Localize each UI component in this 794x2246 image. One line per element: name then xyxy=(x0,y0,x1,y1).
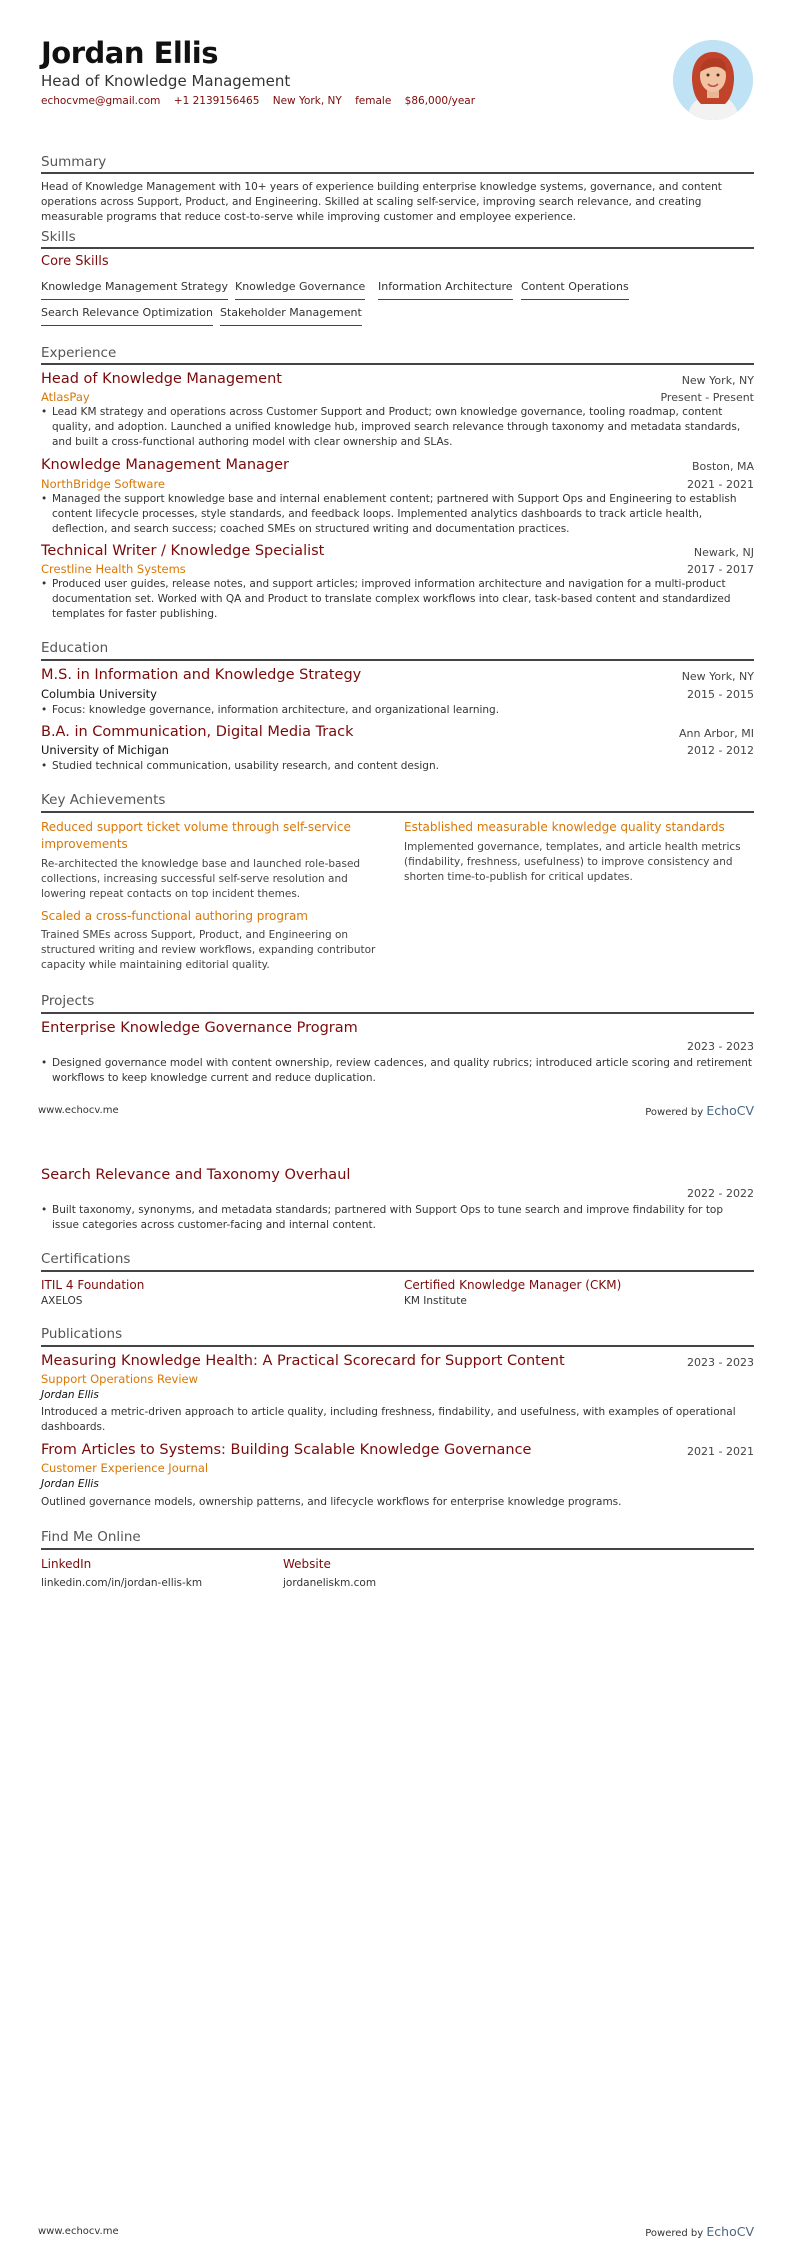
publication-venue: Support Operations Review xyxy=(41,1372,199,1386)
education-dates: 2015 - 2015 xyxy=(687,688,754,701)
candidate-headline: Head of Knowledge Management xyxy=(41,72,291,90)
school-name: Columbia University xyxy=(41,687,157,701)
contact-phone[interactable]: +1 2139156465 xyxy=(173,95,260,107)
section-divider xyxy=(41,247,754,249)
contact-email[interactable]: echocvme@gmail.com xyxy=(41,95,161,107)
project-bullet: • Built taxonomy, synonyms, and metadata standards; partnered with Support Ops to tune search and improve findability for top issue categories across customer-facing and internal content. xyxy=(41,1203,753,1233)
powered-by-label: Powered by xyxy=(645,2228,704,2239)
echocv-logo[interactable]: EchoCV xyxy=(706,1103,754,1118)
publications-heading: Publications xyxy=(41,1326,123,1342)
online-heading: Find Me Online xyxy=(41,1529,141,1545)
project-dates: 2023 - 2023 xyxy=(687,1040,754,1053)
skill-tag: Content Operations xyxy=(521,280,629,300)
publication-title: From Articles to Systems: Building Scalable Knowledge Governance xyxy=(41,1442,532,1458)
skill-tag: Knowledge Management Strategy xyxy=(41,280,228,300)
certification-name: ITIL 4 Foundation xyxy=(41,1278,145,1292)
skills-heading: Skills xyxy=(41,229,76,245)
school-name: University of Michigan xyxy=(41,743,169,757)
job-bullet: • Lead KM strategy and operations across Customer Support and Product; own knowledge governance, tooling roadmap, content quality, and adoption. Launched a unified knowledge hub, improved search relevance through taxonomy and metadata standards, and built a cross-functional authoring model with clear ownership and SLAs. xyxy=(41,405,753,450)
footer-branding xyxy=(645,1103,754,1118)
skill-tag: Stakeholder Management xyxy=(220,306,362,326)
candidate-name: Jordan Ellis xyxy=(41,36,218,70)
education-heading: Education xyxy=(41,640,109,656)
section-divider xyxy=(41,1345,754,1347)
footer-branding xyxy=(645,2224,754,2239)
job-company: Crestline Health Systems xyxy=(41,562,186,576)
publication-title: Measuring Knowledge Health: A Practical Scorecard for Support Content xyxy=(41,1353,565,1369)
degree-title: M.S. in Information and Knowledge Strategy xyxy=(41,667,362,683)
achievement-title: Established measurable knowledge quality standards xyxy=(404,820,725,834)
website-label: Website xyxy=(283,1557,331,1571)
job-title: Technical Writer / Knowledge Specialist xyxy=(41,543,325,559)
section-divider xyxy=(41,172,754,174)
publication-venue: Customer Experience Journal xyxy=(41,1461,209,1475)
school-location: New York, NY xyxy=(681,670,754,683)
summary-text: Head of Knowledge Management with 10+ years of experience building enterprise knowledge systems, governance, and content operations across Support, Product, and Engineering. Skilled at scaling self-service, improving search relevance, and creating measurable programs that reduce cost-to-serve while improving customer and employee experience. xyxy=(41,181,722,223)
linkedin-link[interactable]: linkedin.com/in/jordan-ellis-km xyxy=(41,1577,203,1589)
achievement-title: Scaled a cross-functional authoring program xyxy=(41,909,308,923)
publication-desc: Introduced a metric-driven approach to article quality, including freshness, findability, and usefulness, with examples of operational dashboards. xyxy=(41,1406,736,1433)
job-bullet: • Produced user guides, release notes, and support articles; improved information architecture and navigation for a multi-product documentation set. Worked with QA and Product to translate complex workflows into clear, task-based content and standardized templates for faster publishing. xyxy=(41,577,753,622)
education-bullet: • Studied technical communication, usability research, and content design. xyxy=(41,759,753,774)
project-name: Search Relevance and Taxonomy Overhaul xyxy=(41,1167,351,1183)
skill-group-title: Core Skills xyxy=(41,254,109,269)
section-divider xyxy=(41,659,754,661)
section-divider xyxy=(41,1270,754,1272)
publication-author: Jordan Ellis xyxy=(41,1389,99,1401)
section-divider xyxy=(41,1548,754,1550)
achievement-title: Reduced support ticket volume through self-service improvements xyxy=(41,820,351,851)
publication-dates: 2021 - 2021 xyxy=(687,1445,754,1458)
summary-heading: Summary xyxy=(41,154,107,170)
job-company: NorthBridge Software xyxy=(41,477,166,491)
achievement-desc: Implemented governance, templates, and article health metrics (findability, freshness, usefulness) to improve consistency and shorten time-to-publish for critical updates. xyxy=(404,841,741,883)
job-dates: Present - Present xyxy=(660,391,754,404)
job-location: Boston, MA xyxy=(691,460,754,473)
project-bullet: • Designed governance model with content ownership, review cadences, and quality rubrics; introduced article scoring and retirement workflows to keep knowledge current and reduce duplication. xyxy=(41,1056,753,1086)
section-divider xyxy=(41,1012,754,1014)
powered-by-label: Powered by xyxy=(645,1107,704,1118)
job-dates: 2017 - 2017 xyxy=(687,563,754,576)
linkedin-label: LinkedIn xyxy=(41,1557,92,1571)
school-location: Ann Arbor, MI xyxy=(679,727,754,740)
project-name: Enterprise Knowledge Governance Program xyxy=(41,1020,358,1036)
skill-tag: Knowledge Governance xyxy=(235,280,365,300)
footer-site-link[interactable]: www.echocv.me xyxy=(38,1105,119,1116)
job-location: New York, NY xyxy=(681,374,754,387)
achievement-desc: Trained SMEs across Support, Product, and Engineering on structured writing and review workflows, expanding contributor capacity while maintaining editorial quality. xyxy=(41,929,376,971)
echocv-logo[interactable]: EchoCV xyxy=(706,2224,754,2239)
contact-location: New York, NY xyxy=(272,95,342,107)
contact-line xyxy=(41,95,485,107)
achievements-heading: Key Achievements xyxy=(41,792,166,808)
education-bullet: • Focus: knowledge governance, information architecture, and organizational learning. xyxy=(41,703,753,718)
job-title: Knowledge Management Manager xyxy=(41,457,290,473)
job-location: Newark, NJ xyxy=(693,546,754,559)
publication-dates: 2023 - 2023 xyxy=(687,1356,754,1369)
portrait-image xyxy=(673,40,753,120)
certification-name: Certified Knowledge Manager (CKM) xyxy=(404,1278,622,1292)
achievement-desc: Re-architected the knowledge base and launched role-based collections, increasing successful self-serve resolution and lowering repeat contacts on top incident themes. xyxy=(41,858,361,900)
experience-heading: Experience xyxy=(41,345,117,361)
skill-tag: Information Architecture xyxy=(378,280,513,300)
section-divider xyxy=(41,811,754,813)
section-divider xyxy=(41,363,754,365)
footer-site-link[interactable]: www.echocv.me xyxy=(38,2226,119,2237)
project-dates: 2022 - 2022 xyxy=(687,1187,754,1200)
certification-issuer: AXELOS xyxy=(41,1295,83,1307)
certifications-heading: Certifications xyxy=(41,1251,131,1267)
website-link[interactable]: jordaneliskm.com xyxy=(283,1577,377,1589)
degree-title: B.A. in Communication, Digital Media Track xyxy=(41,724,354,740)
job-title: Head of Knowledge Management xyxy=(41,371,282,387)
avatar xyxy=(673,40,753,120)
job-dates: 2021 - 2021 xyxy=(687,478,754,491)
publication-author: Jordan Ellis xyxy=(41,1478,99,1490)
job-bullet: • Managed the support knowledge base and internal enablement content; partnered with Support Ops and Engineering to establish content lifecycle processes, style standards, and feedback loops. Implemented analytics dashboards to track article health, deflection, and search success; coached SMEs on structured writing and documentation practices. xyxy=(41,492,753,537)
education-dates: 2012 - 2012 xyxy=(687,744,754,757)
contact-gender: female xyxy=(355,95,392,107)
projects-heading: Projects xyxy=(41,993,95,1009)
skill-tag: Search Relevance Optimization xyxy=(41,306,213,326)
publication-desc: Outlined governance models, ownership patterns, and lifecycle workflows for enterprise knowledge programs. xyxy=(41,1496,622,1508)
certification-issuer: KM Institute xyxy=(404,1295,467,1307)
contact-salary: $86,000/year xyxy=(404,95,476,107)
job-company: AtlasPay xyxy=(41,390,90,404)
